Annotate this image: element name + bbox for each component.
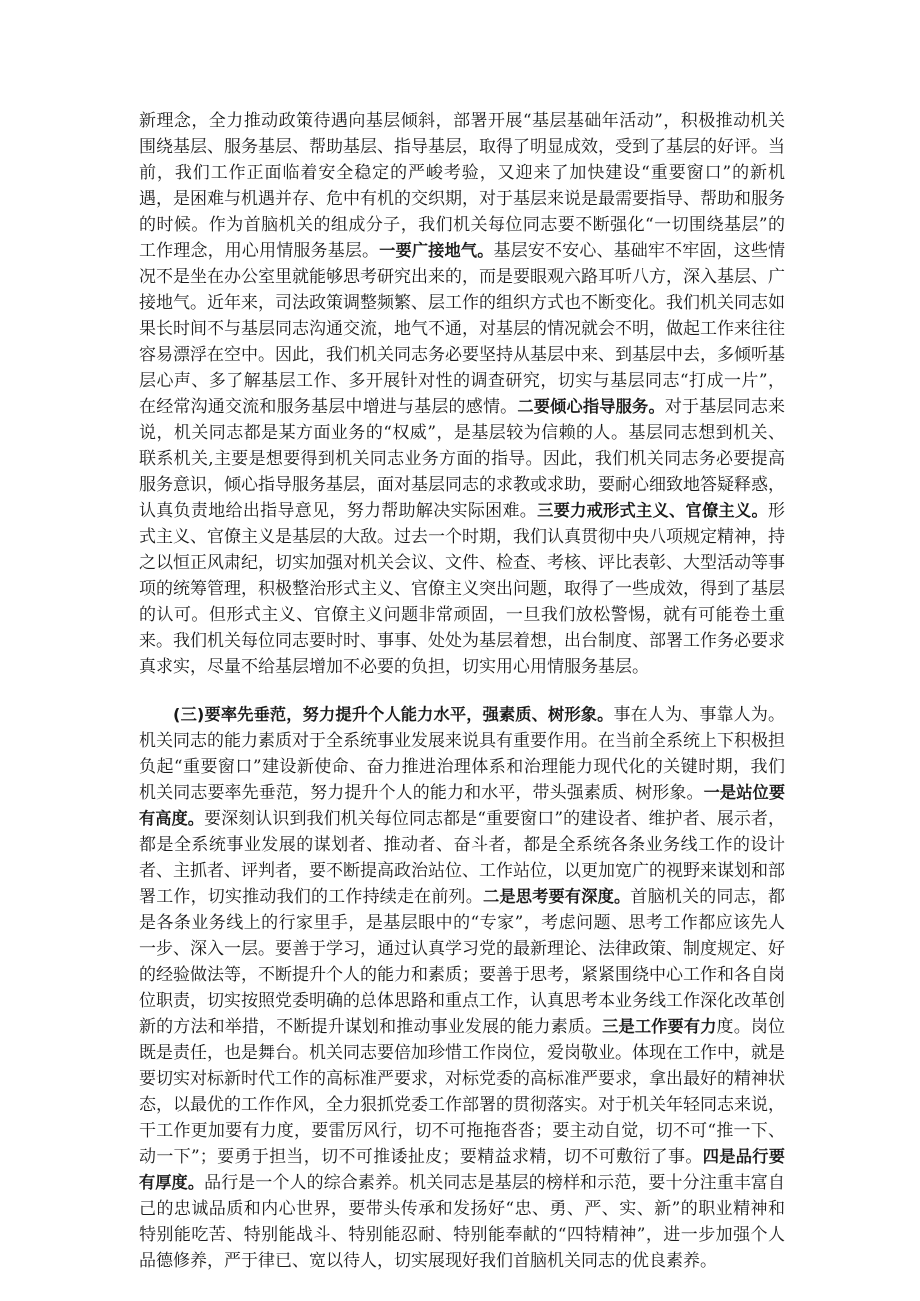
body-text: 基层安不安心、基础牢不牢固，这些情况不是坐在办公室里就能够思考研究出来的，而是要眼观六路耳听八方，深入基层、广接地气。近年来，司法政策调整频繁、层工作的组织方式也不断变化。我们机关同志如果长时间不与基层同志沟通交流，地气不通，对基层的情况就会不明，做起工作来往往容易漂浮在空中。因此，我们机关同志务必要坚持从基层中来、到基层中去，多倾听基层心声、多了解基层工作、多开展针对性的调查研究，切实与基层同志“打成一片”，在经常沟通交流和服务基层中增进与基层的感情。 bbox=[139, 241, 786, 417]
body-text: 品行是一个人的综合素养。机关同志是基层的榜样和示范，要十分注重丰富自己的忠诚品质和内心世界，要带头传承和发扬好“忠、勇、严、实、新”的职业精神和特别能吃苦、特别能战斗、特别能忍耐、特别能奉献的“四特精神”，进一步加强个人品德修养，严于律已、宽以待人，切实展现好我们首脑机关同志的优良素养。 bbox=[139, 1173, 786, 1271]
heading-inline-2: 二要倾心指导服务。 bbox=[517, 397, 665, 416]
body-text: 首脑机关的同志，都是各条业务线上的行家里手，是基层眼中的“专家”，考虑问题、思考工作都应该先人一步、深入一层。要善于学习，通过认真学习党的最新理论、法律政策、制度规定、好的经验做法等，不断提升个人的能力和素质；要善于思考，紧紧围绕中心工作和各自岗位职责，切实按照党委明确的总体思路和重点工作，认真思考本业务线工作深化改革创新的方法和举措，不断提升谋划和推动事业发展的能力素质。 bbox=[139, 887, 786, 1037]
body-text: 要深刻认识到我们机关每位同志都是“重要窗口”的建设者、维护者、展示者，都是全系统事业发展的谋划者、推动者、奋斗者，都是全系统各条业务线工作的设计者、主抓者、评判者，要不断提高政治站位、工作站位，以更加宽广的视野来谋划和部署工作，切实推动我们的工作持续走在前列。 bbox=[139, 809, 786, 907]
body-text: 新理念，全力推动政策待遇向基层倾斜，部署开展“基层基础年活动”，积极推动机关围绕基层、服务基层、帮助基层、指导基层，取得了明显成效，受到了基层的好评。当前，我们工作正面临着安全稳定的严峻考验，又迎来了加快建设“重要窗口”的新机遇，是困难与机遇并存、危中有机的交织期，对于基层来说是最需要指导、帮助和服务的时候。作为首脑机关的组成分子，我们机关每位同志要不断强化“一切围绕基层”的工作理念，用心用情服务基层。 bbox=[139, 111, 785, 261]
heading-inline-4: 四是品行要有厚度。 bbox=[139, 1147, 785, 1192]
heading-inline-3: 三要力戒形式主义、官僚主义。 bbox=[537, 501, 769, 520]
section-heading: (三)要率先垂范，努力提升个人能力水平，强素质、树形象。 bbox=[173, 705, 614, 724]
body-text: 事在人为、事靠人为。机关同志的能力素质对于全系统事业发展来说具有重要作用。在当前全系统上下积极担负起“重要窗口”建设新使命、奋力推进治理体系和治理能力现代化的关键时期，我们机关同志要率先垂范，努力提升个人的能力和水平，带头强素质、树形象。 bbox=[139, 705, 786, 803]
body-text: 对于基层同志来说，机关同志都是某方面业务的“权威”，是基层较为信赖的人。基层同志想到机关、联系机关,主要是想要得到机关同志业务方面的指导。因此，我们机关同志务必要提高服务意识，倾心指导服务基层，面对基层同志的求教或求助，要耐心细致地答疑释惑，认真负责地给出指导意见，努力帮助解决实际困难。 bbox=[139, 397, 786, 521]
document-page bbox=[139, 108, 785, 1274]
heading-inline-1: 一是站位要有高度。 bbox=[139, 783, 786, 828]
paragraph-section-three bbox=[139, 702, 785, 1274]
heading-inline-3: 三是工作要有力 bbox=[602, 1017, 717, 1036]
body-text: 形式主义、官僚主义是基层的大敌。过去一个时期，我们认真贯彻中央八项规定精神，持之以恒正风肃纪，切实加强对机关会议、文件、检查、考核、评比表彰、大型活动等事项的统筹管理，积极整治形式主义、官僚主义突出问题，取得了一些成效，得到了基层的认可。但形式主义、官僚主义问题非常顽固，一旦我们放松警惕，就有可能卷土重来。我们机关每位同志要时时、事事、处处为基层着想，出台制度、部署工作务必要求真求实，尽量不给基层增加不必要的负担，切实用心用情服务基层。 bbox=[139, 501, 786, 677]
paragraph-service-grassroots bbox=[139, 108, 785, 680]
heading-inline-2: 二是思考要有深度。 bbox=[482, 887, 631, 906]
body-text: 度。岗位既是责任，也是舞台。机关同志要倍加珍惜工作岗位，爱岗敬业。体现在工作中，就是要切实对标新时代工作的高标准严要求，对标党委的高标准严要求，拿出最好的精神状态，以最优的工作作风，全力狠抓党委工作部署的贯彻落实。对于机关年轻同志来说，干工作更加要有力度，要雷厉风行，切不可拖拖沓沓；要主动自觉，切不可“推一下、动一下”；要勇于担当，切不可推诿扯皮；要精益求精，切不可敷衍了事。 bbox=[139, 1017, 786, 1167]
heading-inline-1: 一要广接地气。 bbox=[379, 241, 494, 260]
